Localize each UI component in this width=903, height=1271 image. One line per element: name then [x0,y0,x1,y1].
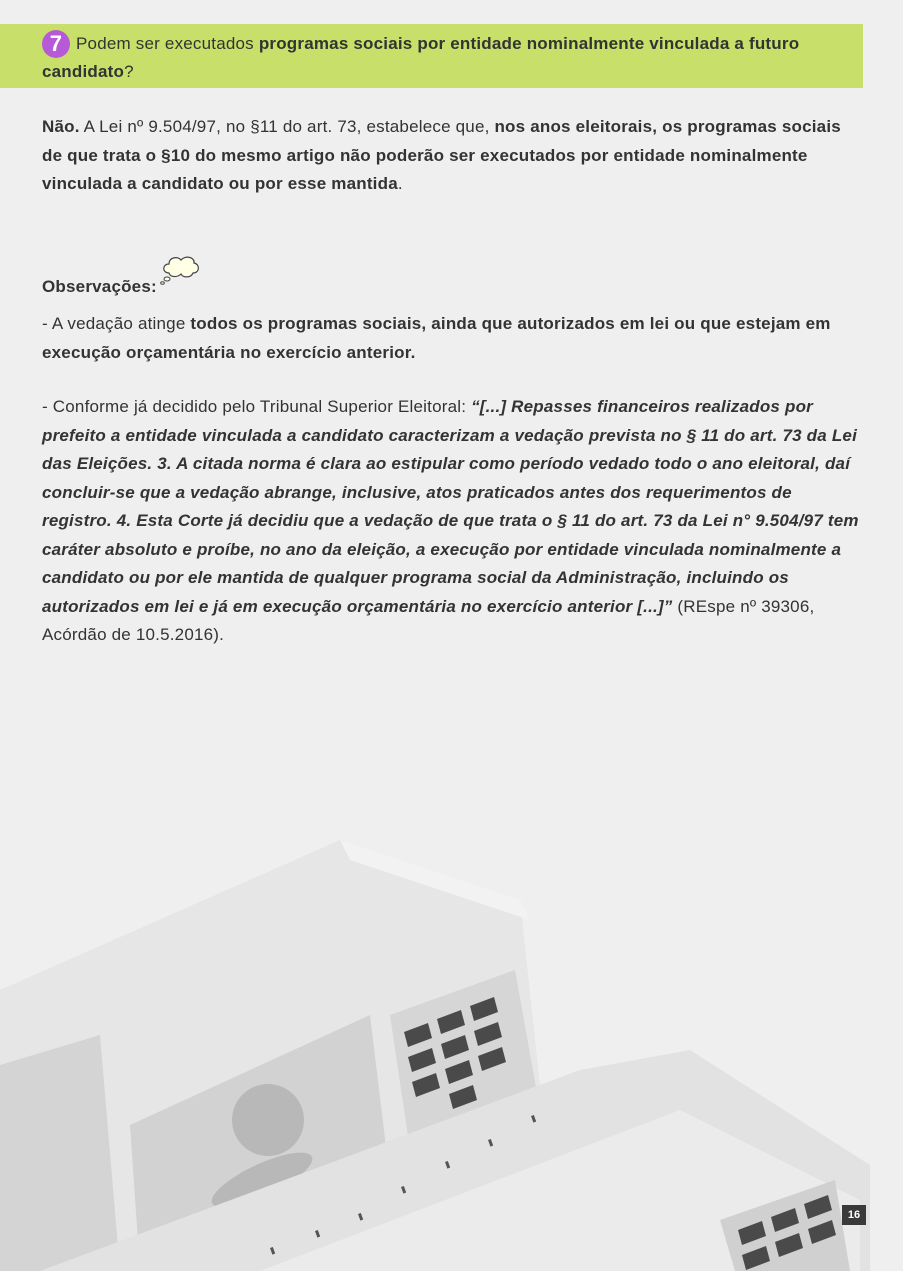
answer-end: . [397,174,403,193]
page-number: 16 [842,1205,866,1225]
question-prefix: Podem ser executados [76,34,259,53]
question-text [42,30,862,86]
voting-machine-illustration [0,820,903,1271]
observation-1-prefix: - A vedação atinge [42,314,191,333]
answer-lead: Não. [42,117,80,136]
thought-cloud-icon [159,252,201,286]
observation-1-bold: todos os programas sociais, ainda que autorizados em lei ou que estejam em execução orçamentária no exercício anterior. [42,314,831,362]
observations-title: Observações: [42,277,157,296]
observation-1 [42,310,864,367]
question-suffix: ? [124,62,134,81]
observation-2-prefix: - Conforme já decidido pelo Tribunal Superior Eleitoral: [42,397,472,416]
observation-2-citation: (REspe nº 39306, Acórdão de 10.5.2016). [42,596,815,644]
observations-heading [42,252,864,302]
answer-paragraph [42,113,864,199]
answer-bold: nos anos eleitorais, os programas sociais de que trata o §10 do mesmo artigo não poderão ser executados por entidade nominalmente vinculada a candidato ou por esse mantida [42,117,841,193]
answer-text: A Lei nº 9.504/97, no §11 do art. 73, estabelece que, [79,117,495,136]
question-bold: programas sociais por entidade nominalmente vinculada a futuro candidato [42,34,800,81]
question-number-badge: 7 [42,30,70,58]
observation-2-quote: “[...] Repasses financeiros realizados por prefeito a entidade vinculada a candidato caracterizam a vedação prevista no § 11 do art. 73 da Lei das Eleições. 3. A citada norma é clara ao estipular como período vedado todo o ano eleitoral, daí concluir-se que a vedação abrange, inclusive, atos praticados antes dos requerimentos de registro. 4. Esta Corte já decidiu que a vedação de que trata o § 11 do art. 73 da Lei n° 9.504/97 tem caráter absoluto e proíbe, no ano da eleição, a execução por entidade vinculada nominalmente a candidato ou por ele mantida de qualquer programa social da Administração, incluindo os autorizados em lei e já em execução orçamentária no exercício anterior [...]” [42,397,859,616]
observation-2 [42,393,864,650]
